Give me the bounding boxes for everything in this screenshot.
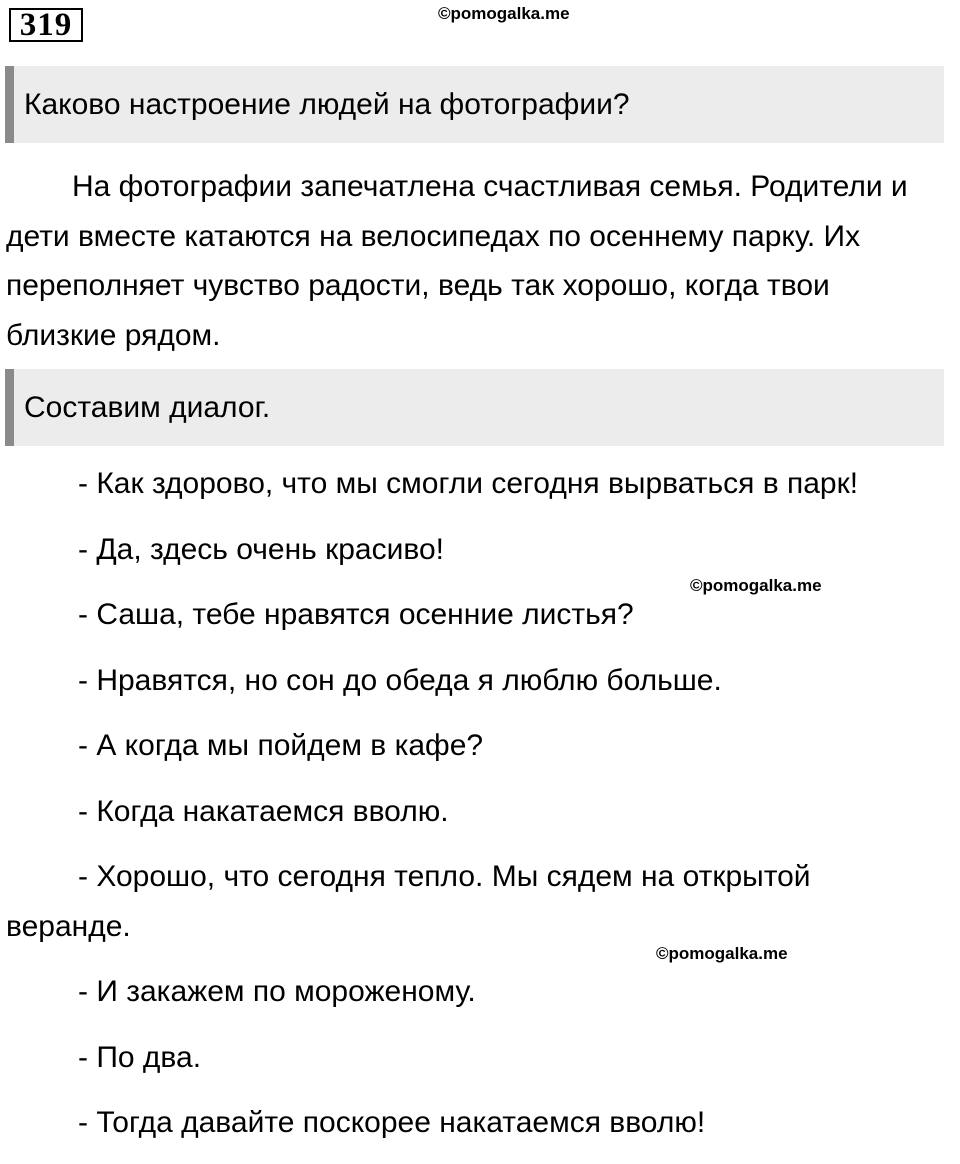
watermark-bottom: ©pomogalka.me — [656, 944, 788, 963]
dialog-line: - А когда мы пойдем в кафе? — [78, 729, 484, 762]
dialog-line: - Когда накатаемся вволю. — [78, 794, 449, 828]
dialog-line: - По два. — [78, 1040, 202, 1074]
dialog-line: - И закажем по мороженому. — [78, 975, 476, 1008]
dialog-line: - Да, здесь очень красиво! — [78, 532, 444, 566]
dialog-line: - Саша, тебе нравятся осенние листья? — [78, 598, 634, 631]
question-heading-dialog — [5, 369, 944, 446]
dialog-line: - Нравятся, но сон до обеда я люблю больше. — [78, 663, 722, 697]
answer-paragraph: На фотографии запечатлена счастливая семья. Родители и дети вместе катаются на велосипедах по осеннему парку. Их переполняет чувство радости, ведь так хорошо, когда твои близкие рядом. — [6, 170, 908, 352]
watermark-middle: ©pomogalka.me — [690, 576, 822, 595]
task-number-box: 319 — [9, 8, 83, 42]
dialog-line: - Как здорово, что мы смогли сегодня вырваться в парк! — [78, 467, 859, 500]
question-heading-text: Составим диалог. — [24, 390, 271, 424]
dialog-list — [6, 459, 960, 1164]
watermark-top: ©pomogalka.me — [438, 4, 570, 23]
dialog-line: - Тогда давайте поскорее накатаемся вволю! — [78, 1106, 706, 1139]
question-heading-mood — [5, 66, 944, 143]
question-heading-text: Каково настроение людей на фотографии? — [24, 87, 630, 121]
dialog-line: - Хорошо, что сегодня тепло. Мы сядем на открытой веранде. — [6, 860, 811, 943]
